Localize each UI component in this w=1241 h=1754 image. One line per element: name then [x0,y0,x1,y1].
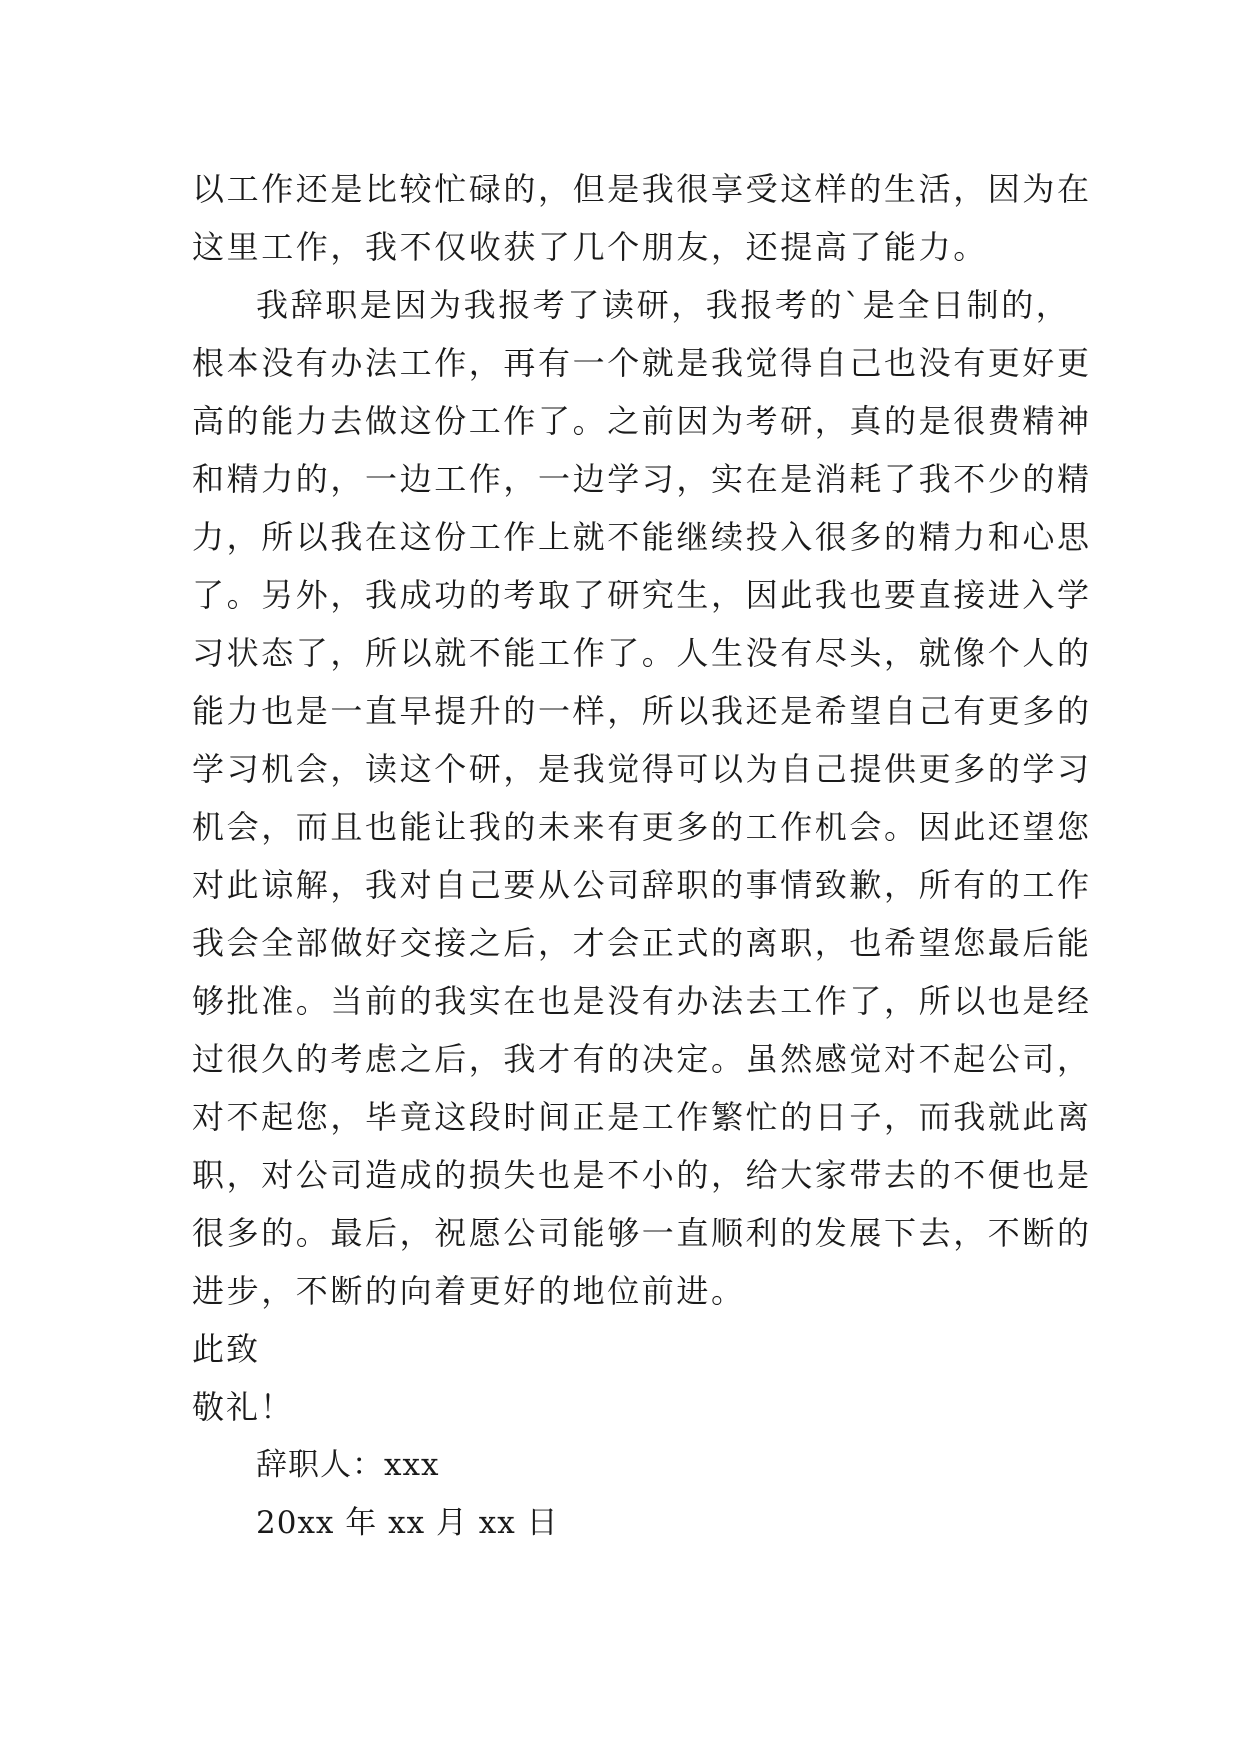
paragraph-line: 对不起您，毕竟这段时间正是工作繁忙的日子，而我就此离 [192,1098,1092,1136]
paragraph-line: 习状态了，所以就不能工作了。人生没有尽头，就像个人的 [192,634,1092,672]
paragraph-line: 以工作还是比较忙碌的，但是我很享受这样的生活，因为在 [192,170,1092,208]
paragraph-line: 我会全部做好交接之后，才会正式的离职，也希望您最后能 [192,924,1092,962]
paragraph-line: 我辞职是因为我报考了读研，我报考的`是全日制的， [256,286,1071,324]
paragraph-line: 学习机会，读这个研，是我觉得可以为自己提供更多的学习 [192,750,1092,788]
closing-regards: 敬礼！ [192,1388,295,1426]
paragraph-line: 很多的。最后，祝愿公司能够一直顺利的发展下去，不断的 [192,1214,1092,1252]
paragraph-line: 职，对公司造成的损失也是不小的，给大家带去的不便也是 [192,1156,1092,1194]
paragraph-line: 高的能力去做这份工作了。之前因为考研，真的是很费精神 [192,402,1092,440]
paragraph-line: 力，所以我在这份工作上就不能继续投入很多的精力和心思 [192,518,1092,556]
paragraph-line: 够批准。当前的我实在也是没有办法去工作了，所以也是经 [192,982,1092,1020]
paragraph-line: 对此谅解，我对自己要从公司辞职的事情致歉，所有的工作 [192,866,1092,904]
paragraph-line: 机会，而且也能让我的未来有更多的工作机会。因此还望您 [192,808,1092,846]
signature: 辞职人：xxx [256,1447,440,1483]
paragraph-line: 这里工作，我不仅收获了几个朋友，还提高了能力。 [192,228,988,266]
paragraph-line: 根本没有办法工作，再有一个就是我觉得自己也没有更好更 [192,344,1092,382]
date: 20xx 年 xx 月 xx 日 [256,1505,559,1541]
paragraph-line: 了。另外，我成功的考取了研究生，因此我也要直接进入学 [192,576,1092,614]
paragraph-line: 进步，不断的向着更好的地位前进。 [192,1272,746,1310]
paragraph-line: 能力也是一直早提升的一样，所以我还是希望自己有更多的 [192,692,1092,730]
paragraph-line: 和精力的，一边工作，一边学习，实在是消耗了我不少的精 [192,460,1092,498]
closing-salutation: 此致 [192,1330,261,1368]
paragraph-line: 过很久的考虑之后，我才有的决定。虽然感觉对不起公司， [192,1040,1092,1078]
letter-body [192,160,1092,1552]
